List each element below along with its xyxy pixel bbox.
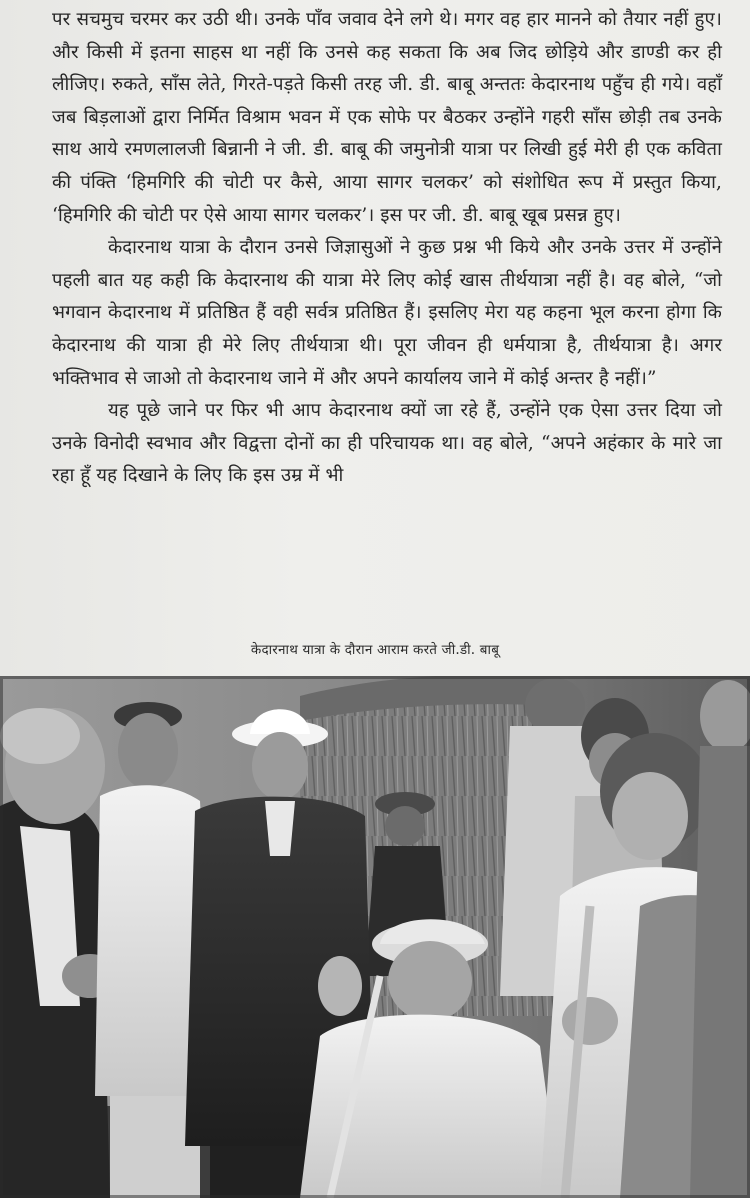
paragraph-1: पर सचमुच चरमर कर उठी थी। उनके पाँव जवाव देने लगे थे। मगर वह हार मानने को तैयार नहीं हुए। और किसी में इतना साहस था नहीं कि उनसे कह सकता कि अब जिद छोड़िये और डाण्डी कर ही लीजिए। रुकते, साँस लेते, गिरते-पड़ते किसी तरह जी. डी. बाबू अन्ततः केदारनाथ पहुँच ही गये। वहाँ जब बिड़लाओं द्वारा निर्मित विश्राम भवन में एक सोफे पर बैठकर उन्होंने गहरी साँस छोड़ी तब उनके साथ आये रमणलालजी बिन्नानी ने जी. डी. बाबू की जमुनोत्री यात्रा पर लिखी हुई मेरी ही एक कविता की पंक्ति ‘हिमगिरि की चोटी पर कैसे, आया सागर चलकर’ को संशोधित रूप में प्रस्तुत किया, ‘हिमगिरि की चोटी पर ऐसे आया सागर चलकर’। इस पर जी. डी. बाबू खूब प्रसन्न हुए। bbox=[52, 9, 722, 226]
paragraph-2: केदारनाथ यात्रा के दौरान उनसे जिज्ञासुओं ने कुछ प्रश्न भी किये और उनके उत्तर में उन्होंने पहली बात यह कही कि केदारनाथ की यात्रा मेरे लिए कोई खास तीर्थयात्रा नहीं है। वह बोले, “जो भगवान केदारनाथ में प्रतिष्ठित हैं वही सर्वत्र प्रतिष्ठित हैं। इसलिए मेरा यह कहना भूल करना होगा कि केदारनाथ की यात्रा ही मेरे लिए तीर्थयात्रा थी। पूरा जीवन ही धर्मयात्रा है, तीर्थयात्रा है। अगर भक्तिभाव से जाओ तो केदारनाथ जाने में और अपने कार्यालय जाने में कोई अन्तर है नहीं।” bbox=[52, 237, 722, 389]
photo-caption: केदारनाथ यात्रा के दौरान आराम करते जी.डी. बाबू bbox=[250, 642, 500, 658]
paragraph-3: यह पूछे जाने पर फिर भी आप केदारनाथ क्यों जा रहे हैं, उन्होंने एक ऐसा उत्तर दिया जो उनके विनोदी स्वभाव और विद्वत्ता दोनों का ही परिचायक था। वह बोले, “अपने अहंकार के मारे जा रहा हूँ यह दिखाने के लिए कि इस उम्र में भी bbox=[52, 400, 722, 487]
photo-illustration bbox=[0, 676, 750, 1198]
body-text bbox=[52, 4, 722, 493]
photograph bbox=[0, 676, 750, 1198]
